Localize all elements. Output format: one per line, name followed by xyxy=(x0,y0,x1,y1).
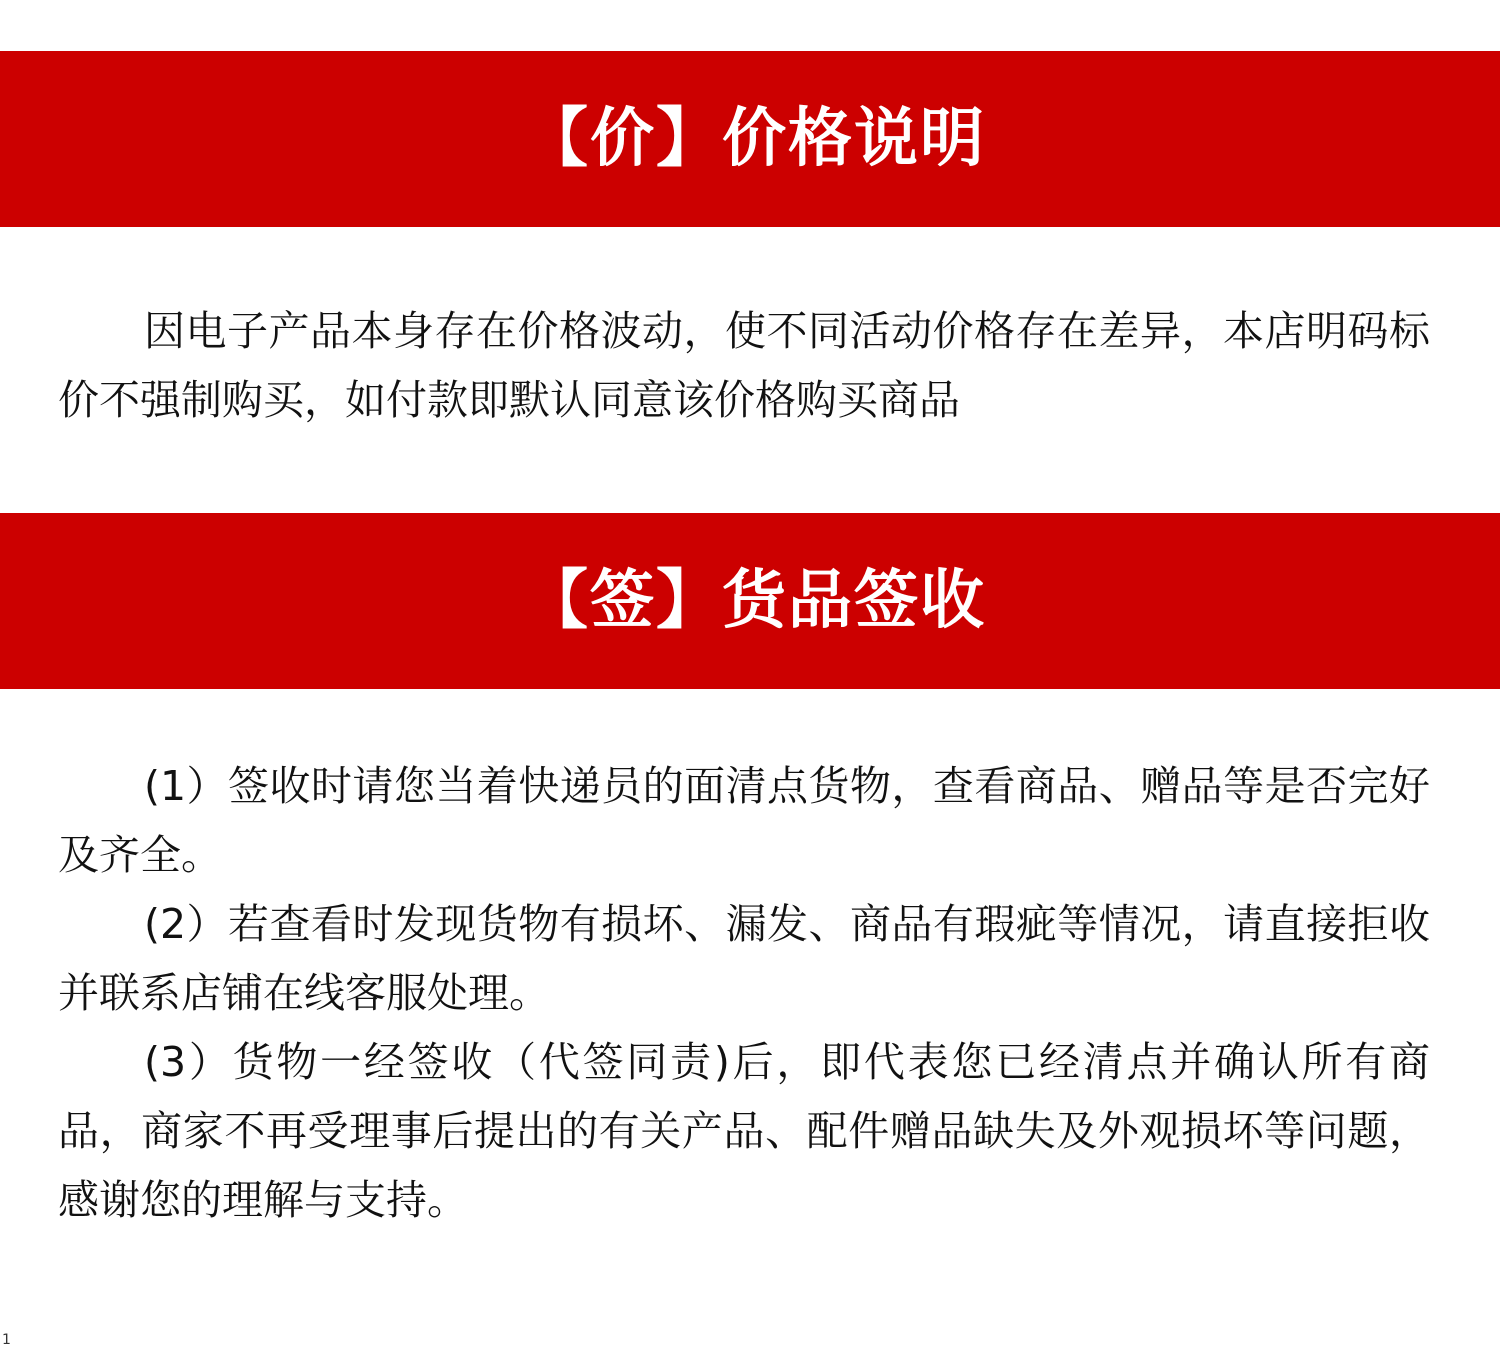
receipt-section-title: 【签】货品签收 xyxy=(524,564,986,638)
price-section-banner xyxy=(0,51,1500,227)
receipt-paragraph-1: (1）签收时请您当着快递员的面清点货物，查看商品、赠品等是否完好及齐全。 xyxy=(58,762,1430,879)
receipt-paragraph-2: (2）若查看时发现货物有损坏、漏发、商品有瑕疵等情况，请直接拒收并联系店铺在线客服处理。 xyxy=(58,900,1430,1017)
price-section-title: 【价】价格说明 xyxy=(524,102,986,176)
receipt-section-banner xyxy=(0,513,1500,689)
receipt-section-body xyxy=(58,752,1430,1235)
price-section-body xyxy=(58,297,1430,435)
page-number: 1 xyxy=(2,1332,11,1348)
receipt-paragraph-3: (3）货物一经签收（代签同责)后，即代表您已经清点并确认所有商品，商家不再受理事后提出的有关产品、配件赠品缺失及外观损坏等问题，感谢您的理解与支持。 xyxy=(58,1038,1430,1224)
price-paragraph: 因电子产品本身存在价格波动，使不同活动价格存在差异，本店明码标价不强制购买，如付款即默认同意该价格购买商品 xyxy=(58,307,1430,424)
